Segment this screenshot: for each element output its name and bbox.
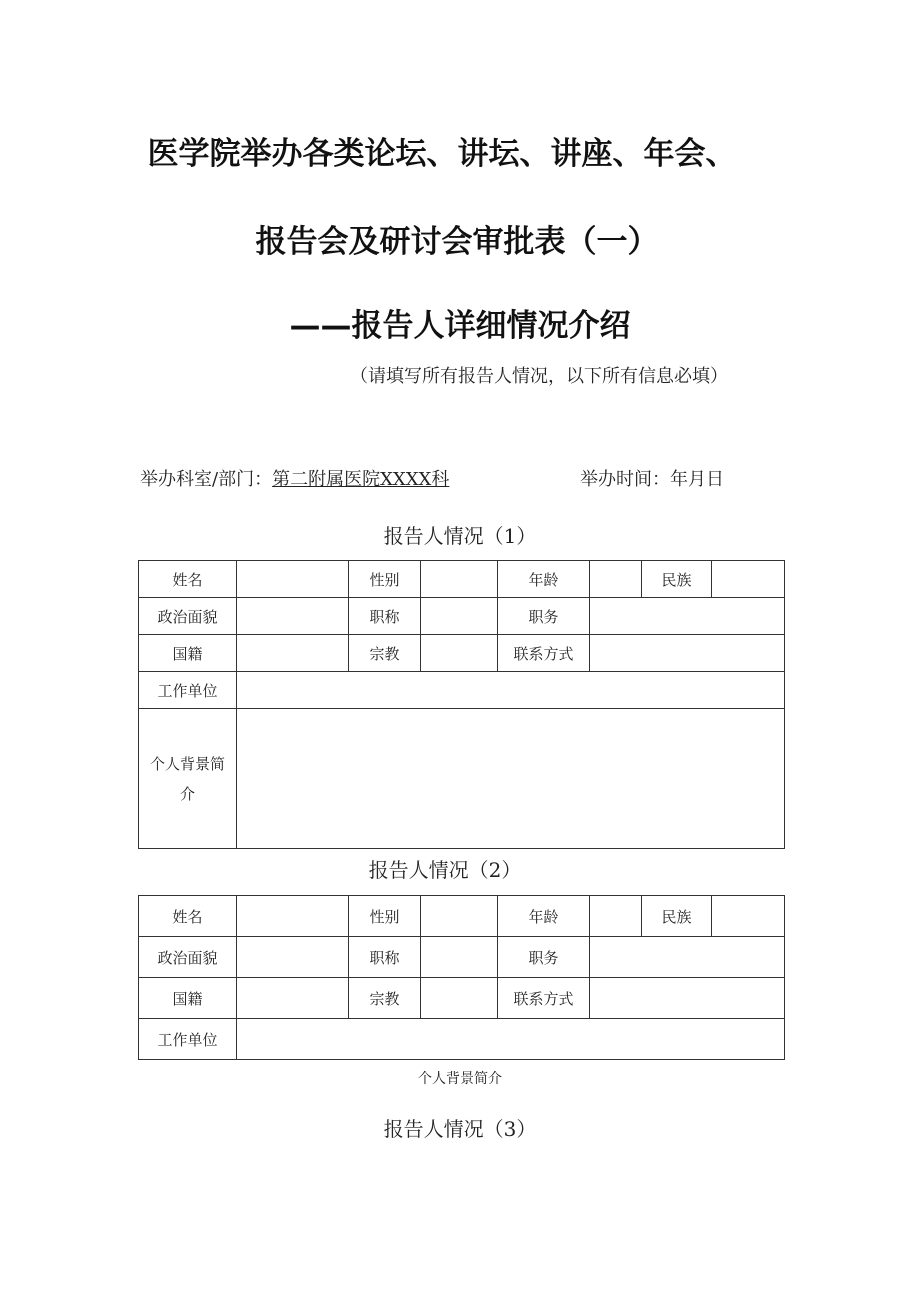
department-line (140, 465, 449, 491)
workplace-label: 工作单位 (139, 672, 237, 709)
title-label: 职称 (349, 937, 421, 978)
event-time-line (580, 465, 724, 491)
age-input[interactable] (590, 561, 642, 598)
contact-label: 联系方式 (498, 635, 590, 672)
religion-input[interactable] (421, 635, 498, 672)
religion-label: 宗教 (349, 978, 421, 1019)
workplace-input[interactable] (237, 1019, 785, 1060)
department-label: 举办科室/部门： (140, 469, 273, 490)
political-input[interactable] (237, 937, 349, 978)
fill-instruction-note: （请填写所有报告人情况，以下所有信息必填） (350, 366, 728, 387)
religion-input[interactable] (421, 978, 498, 1019)
nationality-input[interactable] (237, 978, 349, 1019)
department-value[interactable]: 第二附属医院XXXX科 (272, 469, 450, 490)
speaker-1-heading: 报告人情况（1） (383, 524, 537, 548)
contact-label: 联系方式 (498, 978, 590, 1019)
political-label: 政治面貌 (139, 937, 237, 978)
speaker-2-table (138, 895, 785, 1060)
workplace-label: 工作单位 (139, 1019, 237, 1060)
title-input[interactable] (421, 598, 498, 635)
political-input[interactable] (237, 598, 349, 635)
position-label: 职务 (498, 598, 590, 635)
event-time-label: 举办时间： (580, 469, 670, 490)
religion-label: 宗教 (349, 635, 421, 672)
form-title-line-1: 医学院举办各类论坛、讲坛、讲座、年会、 (147, 136, 737, 172)
nationality-label: 国籍 (139, 635, 237, 672)
contact-input[interactable] (590, 635, 785, 672)
contact-input[interactable] (590, 978, 785, 1019)
speaker-2-background-label: 个人背景简介 (418, 1071, 502, 1087)
gender-input[interactable] (421, 896, 498, 937)
ethnicity-input[interactable] (712, 561, 785, 598)
title-label: 职称 (349, 598, 421, 635)
background-input[interactable] (237, 709, 785, 849)
event-time-value[interactable]: 年月日 (670, 469, 724, 490)
name-label: 姓名 (139, 896, 237, 937)
title-input[interactable] (421, 937, 498, 978)
background-label-text: 个人背景简介 (149, 754, 225, 803)
ethnicity-input[interactable] (712, 896, 785, 937)
ethnicity-label: 民族 (642, 896, 712, 937)
speaker-2-heading: 报告人情况（2） (368, 858, 522, 882)
gender-input[interactable] (421, 561, 498, 598)
political-label: 政治面貌 (139, 598, 237, 635)
age-input[interactable] (590, 896, 642, 937)
speaker-1-table (138, 560, 785, 849)
background-label (139, 709, 237, 849)
nationality-input[interactable] (237, 635, 349, 672)
name-label: 姓名 (139, 561, 237, 598)
gender-label: 性别 (349, 561, 421, 598)
speaker-3-heading: 报告人情况（3） (383, 1117, 537, 1141)
position-label: 职务 (498, 937, 590, 978)
gender-label: 性别 (349, 896, 421, 937)
nationality-label: 国籍 (139, 978, 237, 1019)
age-label: 年龄 (498, 561, 590, 598)
form-title-line-2: 报告会及研讨会审批表（一） (255, 224, 659, 260)
ethnicity-label: 民族 (642, 561, 712, 598)
position-input[interactable] (590, 598, 785, 635)
workplace-input[interactable] (237, 672, 785, 709)
age-label: 年龄 (498, 896, 590, 937)
position-input[interactable] (590, 937, 785, 978)
form-subtitle: ——报告人详细情况介绍 (289, 308, 631, 344)
name-input[interactable] (237, 561, 349, 598)
name-input[interactable] (237, 896, 349, 937)
